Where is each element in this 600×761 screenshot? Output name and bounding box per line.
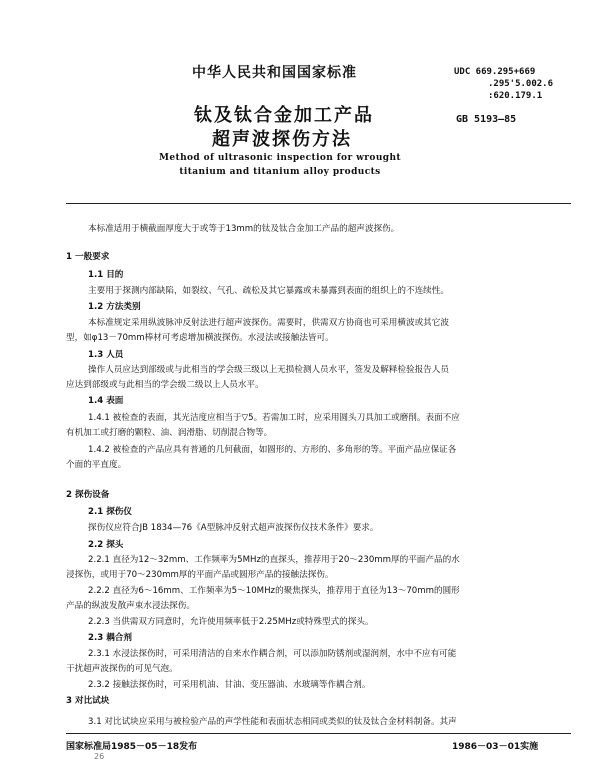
section-1-2-text-2: 型，如φ13－70mm棒材可考虑增加横波探伤。水浸法或接触法皆可。 — [66, 333, 334, 343]
section-1-3-heading: 1.3 人员 — [88, 350, 124, 360]
udc-line-1: UDC 669.295+669 — [454, 67, 536, 77]
gb-standard-code: GB 5193—85 — [456, 114, 517, 125]
udc-classification — [454, 66, 584, 102]
section-2-3-1-text-1: 2.3.1 水浸法探伤时，可采用清洁的自来水作耦合剂，可以添加防锈剂或湿润剂，水中不应有可能 — [88, 649, 457, 659]
section-1-3-text-1: 操作人员应达到部级或与此相当的学会级三级以上无损检测人员水平，签发及解释检验报告人员 — [88, 365, 449, 375]
section-1-1-text: 主要用于探测内部缺陷，如裂纹、气孔、疏松及其它暴露或未暴露到表面的组织上的不连续性。 — [88, 286, 449, 296]
section-3-heading: 3 对比试块 — [66, 696, 110, 706]
section-2-3-2-text: 2.3.2 接触法探伤时，可采用机油、甘油、变压器油、水玻璃等作耦合剂。 — [88, 680, 371, 690]
section-2-2-heading: 2.2 探头 — [88, 540, 124, 550]
section-2-2-3-text: 2.2.3 当供需双方同意时，允许使用频率低于2.25MHz或特殊型式的探头。 — [88, 617, 374, 627]
issue-date: 国家标准局1985－05－18发布 — [66, 742, 198, 752]
udc-line-3: :620.179.1 — [488, 91, 543, 101]
national-standard-heading: 中华人民共和国国家标准 — [192, 65, 357, 81]
section-2-1-text: 探伤仪应符合JB 1834—76《A型脉冲反射式超声波探伤仪技术条件》要求。 — [88, 523, 379, 533]
section-1-4-1-text-1: 1.4.1 被检查的表面，其光洁度应相当于▽5。若需加工时，应采用圆头刀具加工或磨削。表面不应 — [88, 413, 460, 423]
section-2-2-1-text-2: 浸探伤，或用于70～230mm厚的平面产品或圆形产品的接触法探伤。 — [66, 570, 334, 580]
title-line-1: 钛及钛合金加工产品 — [194, 105, 374, 126]
section-2-heading: 2 探伤设备 — [66, 490, 110, 500]
section-1-4-heading: 1.4 表面 — [88, 396, 124, 406]
implementation-date: 1986－03－01实施 — [452, 742, 539, 752]
section-2-3-heading: 2.3 耦合剂 — [88, 633, 132, 643]
section-1-4-1-text-2: 有机加工或打磨的颗粒、油、润滑脂、切削混合物等。 — [66, 428, 273, 438]
section-1-2-text-1: 本标准规定采用纵波脉冲反射法进行超声波探伤。需要时，供需双方协商也可采用横波或其它波 — [88, 318, 449, 328]
title-line-2: 超声波探伤方法 — [212, 129, 352, 150]
section-2-1-heading: 2.1 探伤仪 — [88, 507, 132, 517]
section-2-2-1-text-1: 2.2.1 直径为12～32mm、工作频率为5MHz的直探头，推荐用于20～230mm厚的平面产品的水 — [88, 555, 460, 565]
section-1-1-heading: 1.1 目的 — [88, 270, 124, 280]
intro-paragraph: 本标准适用于横截面厚度大于或等于13mm的钛及钛合金加工产品的超声波探伤。 — [88, 224, 400, 234]
section-3-1-text: 3.1 对比试块应采用与被检验产品的声学性能和表面状态相同或类似的钛及钛合金材料制备。其声 — [88, 717, 457, 727]
section-1-4-2-text-1: 1.4.2 被检查的产品应具有普通的几何截面，如圆形的、方形的、多角形的等。平面产品应保证各 — [88, 445, 457, 455]
section-2-2-2-text-2: 产品的纵波发散声束水浸法探伤。 — [66, 601, 195, 611]
page-number: 26 — [94, 752, 105, 761]
english-title-line-2: titanium and titanium alloy products — [179, 167, 381, 177]
section-1-heading: 1 一般要求 — [66, 252, 110, 262]
english-title-line-1: Method of ultrasonic inspection for wrought — [159, 153, 401, 163]
section-1-3-text-2: 应达到部级或与此相当的学会级二级以上人员水平。 — [66, 380, 264, 390]
bottom-divider — [66, 733, 571, 734]
section-1-2-heading: 1.2 方法类别 — [88, 302, 141, 312]
top-divider — [66, 203, 571, 204]
udc-line-2: .295'5.002.6 — [488, 79, 554, 89]
section-1-4-2-text-2: 个面的平直度。 — [66, 460, 127, 470]
section-2-3-1-text-2: 干扰超声波探伤的可见气泡。 — [66, 664, 178, 674]
section-2-2-2-text-1: 2.2.2 直径为6～16mm、工作频率为5～10MHz的聚焦探头，推荐用于直径为13～70mm的圆形 — [88, 586, 460, 596]
